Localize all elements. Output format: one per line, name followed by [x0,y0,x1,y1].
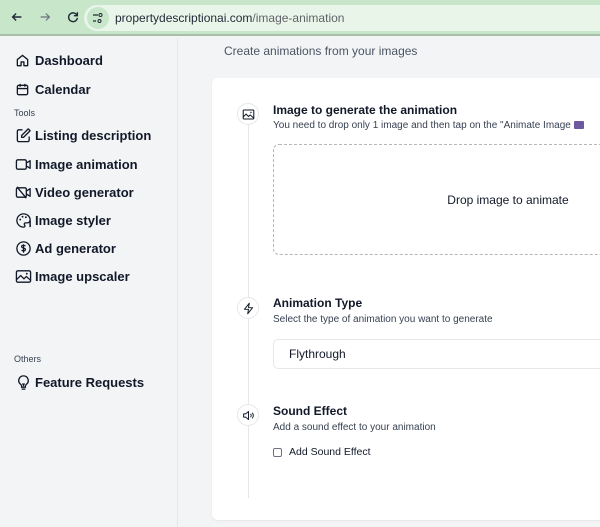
video-off-icon [14,183,32,201]
reload-icon [66,10,80,24]
home-icon [14,52,30,68]
step-title-animation-type: Animation Type [273,296,363,310]
sidebar-item-ad-generator[interactable]: Ad generator [14,239,116,257]
forward-button[interactable] [34,6,56,28]
image-dropzone[interactable]: Drop image to animate [273,144,600,255]
sound-effect-label: Add Sound Effect [289,446,371,458]
url-text: propertydescriptionai.com/image-animation [115,11,345,25]
section-label-others: Others [14,354,42,364]
step-desc-sound-effect: Add a sound effect to your animation [273,422,436,433]
volume-icon [237,404,259,426]
sidebar-item-video-generator[interactable]: Video generator [14,183,134,201]
sidebar-item-listing-description[interactable]: Listing description [14,126,151,144]
edit-icon [14,126,32,144]
section-label-tools: Tools [14,108,36,118]
arrow-right-icon [38,10,52,24]
reload-button[interactable] [62,6,84,28]
sidebar-item-image-upscaler[interactable]: Image upscaler [14,267,130,285]
sidebar-item-image-styler[interactable]: Image styler [14,211,111,229]
browser-toolbar [0,0,600,36]
back-button[interactable] [6,6,28,28]
sidebar-item-feature-requests[interactable]: Feature Requests [14,373,144,391]
emoji-icon [574,121,584,129]
address-bar[interactable] [84,5,600,31]
step-desc-animation-type: Select the type of animation you want to generate [273,314,493,325]
dollar-circle-icon [14,239,32,257]
animation-type-select[interactable]: Flythrough [273,339,600,369]
sound-effect-checkbox[interactable] [273,448,282,457]
image-icon [237,103,259,125]
animation-form-card [212,78,600,520]
sidebar [0,38,178,527]
sidebar-item-image-animation[interactable]: Image animation [14,155,138,173]
arrow-left-icon [10,10,24,24]
page-subtitle: Create animations from your images [224,44,418,58]
calendar-icon [14,81,30,97]
zap-icon [237,297,259,319]
sidebar-item-calendar[interactable]: Calendar [14,81,91,97]
step-title-image: Image to generate the animation [273,103,458,117]
step-title-sound-effect: Sound Effect [273,404,347,418]
site-info-button[interactable] [87,7,109,29]
palette-icon [14,211,32,229]
sound-effect-checkbox-row[interactable] [273,446,371,458]
sidebar-item-dashboard[interactable]: Dashboard [14,52,103,68]
tune-icon [92,12,104,24]
main-content [179,38,600,527]
lightbulb-icon [14,373,32,391]
step-desc-image: You need to drop only 1 image and then tap on the "Animate Image [273,120,584,131]
video-icon [14,155,32,173]
image-icon [14,267,32,285]
